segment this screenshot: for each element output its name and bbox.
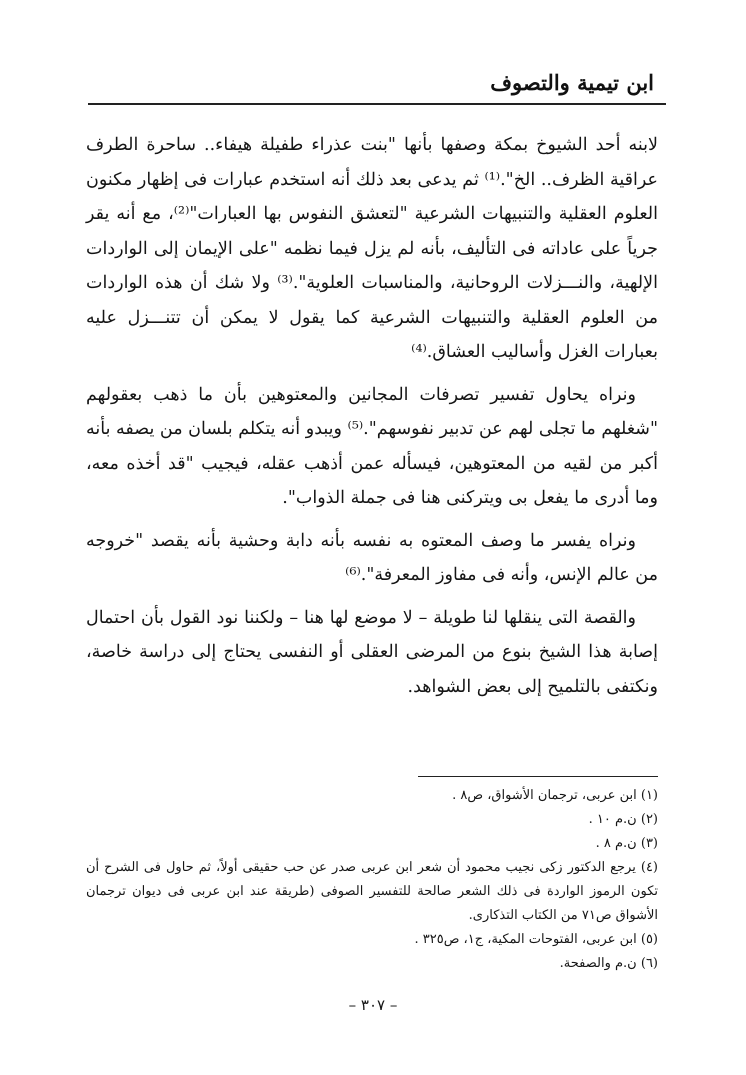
footnote-3: (٣) ن.م ٨ . (595, 836, 658, 851)
body-text (86, 128, 658, 712)
page-number: – ٣٠٧ – (348, 996, 398, 1014)
footnote-2: (٢) ن.م ١٠ . (588, 812, 658, 827)
footnote-1: (١) ابن عربى، ترجمان الأشواق، ص٨ . (452, 788, 658, 803)
paragraph-1: لابنه أحد الشيوخ بمكة وصفها بأنها "بنت عذراء طفيلة هيفاء.. ساحرة الطرف عراقية الظرف.. الخ".⁽¹⁾ ثم يدعى بعد ذلك أنه استخدم عبارات فى إظهار مكنون العلوم العقلية والتنبيهات الشرعية "لتعشق النفوس بها العبارات"⁽²⁾، مع أنه يقر جرياً على عاداته فى التأليف، بأنه لم يزل فيما نظمه "على الإيمان إلى الواردات الإلهية، والنـــزلات الروحانية، والمناسبات العلوية".⁽³⁾ ولا شك أن هذه الواردات من العلوم العقلية والتنبيهات الشرعية كما يقول لا يمكن أن تتنـــزل عليه بعبارات الغزل وأساليب العشاق.⁽⁴⁾ (86, 135, 658, 362)
header-rule (88, 103, 666, 105)
footnotes (86, 784, 658, 976)
footnote-6: (٦) ن.م والصفحة. (559, 956, 658, 971)
paragraph-3: ونراه يفسر ما وصف المعتوه به نفسه بأنه دابة وحشية بأنه يقصد "خروجه من عالم الإنس، وأنه فى مفاوز المعرفة".⁽⁶⁾ (86, 530, 658, 585)
paragraph-4: والقصة التى ينقلها لنا طويلة – لا موضع لها هنا – ولكننا نود القول بأن احتمال إصابة هذا الشيخ بنوع من المرضى العقلى أو النفسى يحتاج إلى دراسة خاصة، ونكتفى بالتلميح إلى بعض الشواهد. (86, 607, 658, 697)
footnote-4: (٤) يرجع الدكتور زكى نجيب محمود أن شعر ابن عربى صدر عن حب حقيقى أولاً، ثم حاول فى الشرح أن تكون الرموز الواردة فى ذلك الشعر صالحة للتفسير الصوفى (طريقة عند ابن عربى فى ديوان ترجمان الأشواق ص٧١ من الكتاب التذكارى. (86, 860, 658, 923)
paragraph-2: ونراه يحاول تفسير تصرفات المجانين والمعتوهين بأن ما ذهب بعقولهم "شغلهم ما تجلى لهم عن تدبير نفوسهم".⁽⁵⁾ ويبدو أنه يتكلم بلسان من يصفه بأنه أكبر من لقيه من المعتوهين، فيسأله عمن أذهب عقله، فيجيب "قد أخذه معه، وما أدرى ما يفعل بى ويتركنى هنا فى جملة الذواب". (86, 384, 658, 508)
running-header: ابن تيمية والتصوف (490, 70, 654, 95)
footnote-rule (418, 776, 658, 777)
footnote-5: (٥) ابن عربى، الفتوحات المكية، ج١، ص٣٢٥ . (414, 932, 658, 947)
